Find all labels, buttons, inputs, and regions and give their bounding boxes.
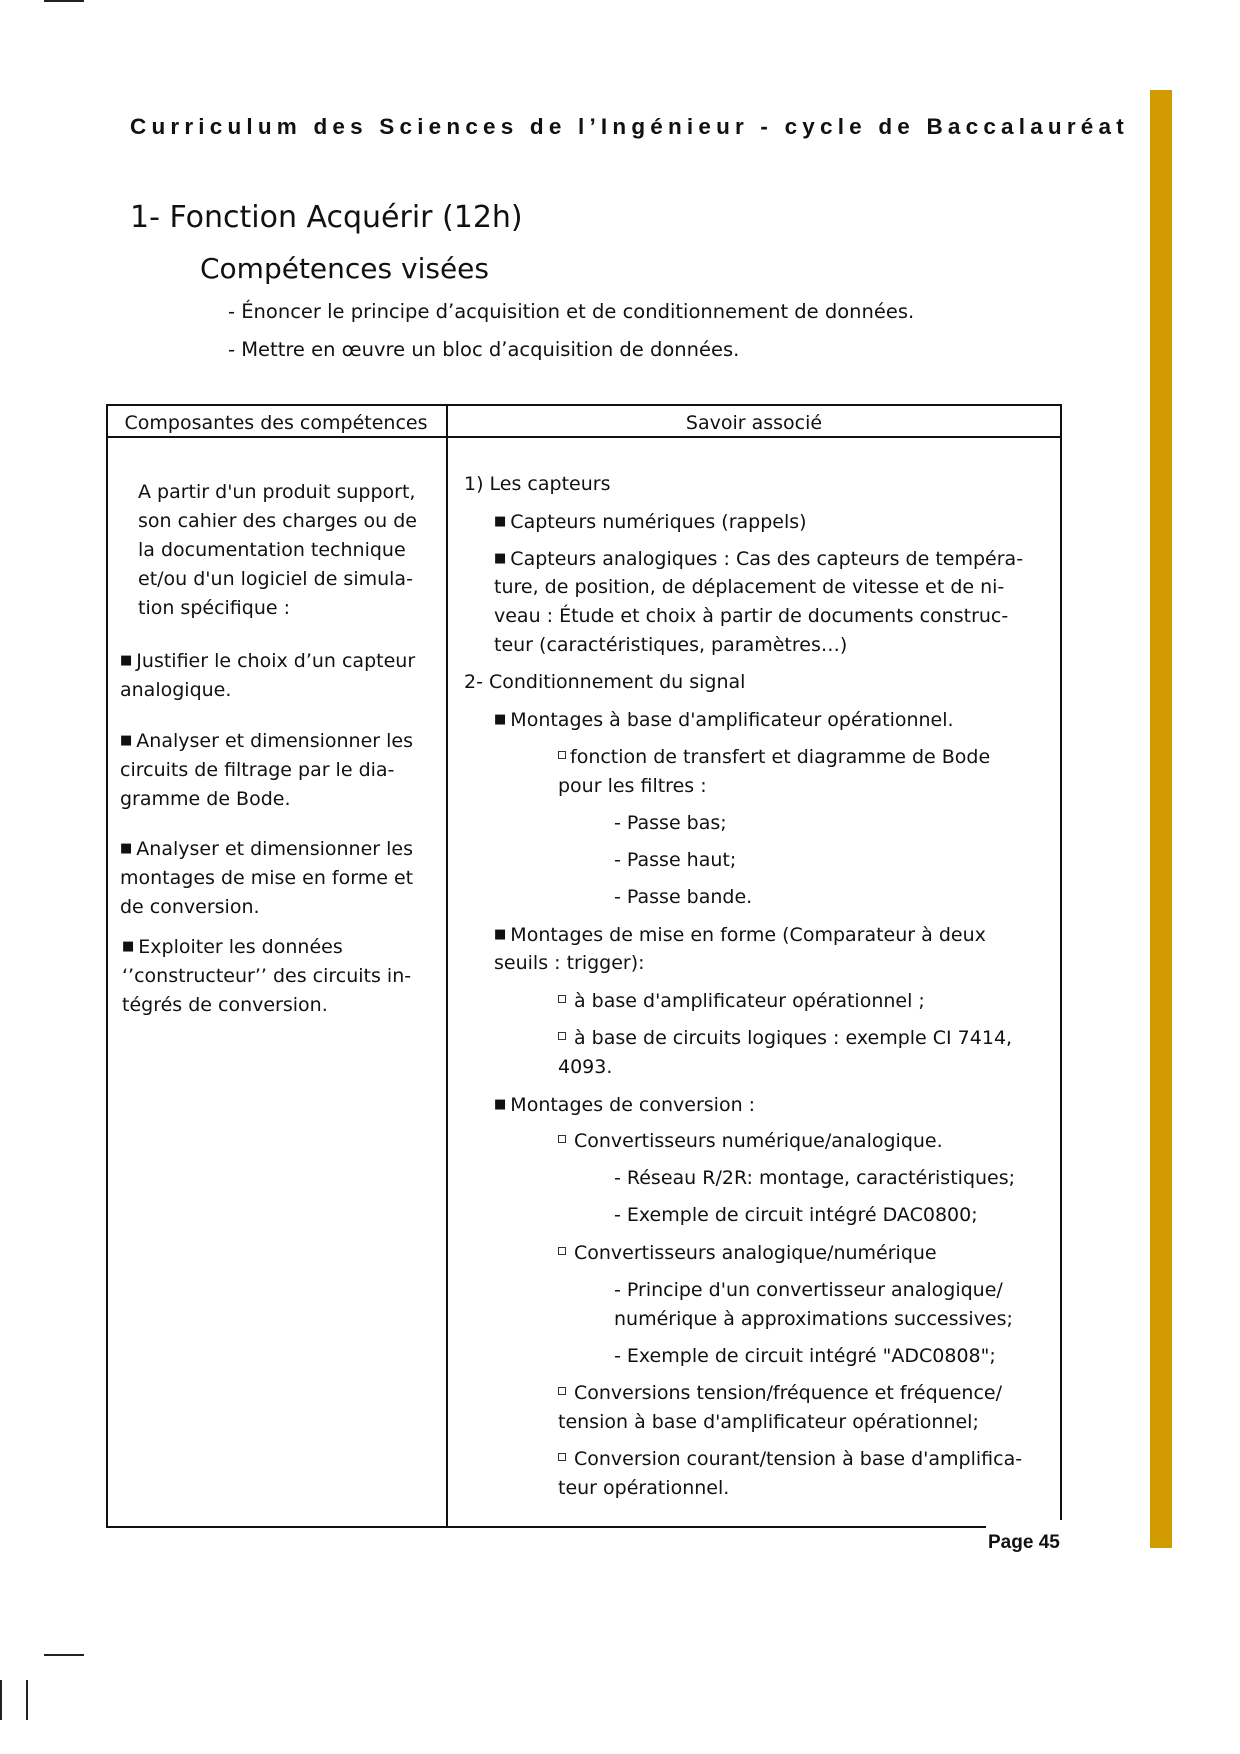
savoir-montages-aop [494,705,954,735]
item-line: ‘’constructeur’’ des circuits in- [122,965,412,987]
savoir-principe-can: - Principe d'un convertisseur analogique/ [614,1279,1003,1301]
competences-table [106,404,1062,1528]
crop-mark-top [44,0,84,2]
item-line: Exploiter les données [138,936,343,958]
item-text: Convertisseurs numérique/analogique. [574,1130,943,1152]
hollow-square-bullet-icon [558,751,566,759]
intro-line: A partir d'un produit support, [138,481,416,503]
savoir-capteurs-title: 1) Les capteurs [464,473,611,495]
table-border-top [106,404,1062,406]
square-bullet-icon: ■ [122,939,135,954]
left-item-2 [120,726,413,814]
competences-title: Compétences visées [200,252,489,285]
hollow-square-bullet-icon [558,1387,566,1395]
square-bullet-icon: ■ [494,927,507,942]
savoir-capteurs-numeriques [494,507,807,537]
crop-mark-vertical-right [26,1680,28,1720]
intro-line: son cahier des charges ou de [138,510,417,532]
savoir-conversion-courant [558,1445,1022,1474]
item-text: Conversions tension/fréquence et fréquence/ [574,1382,1002,1404]
savoir-mise-en-forme [494,920,986,950]
section-title: 1- Fonction Acquérir (12h) [130,200,523,235]
savoir-line: ture, de position, de déplacement de vitesse et de ni- [494,576,1005,598]
curriculum-header: Curriculum des Sciences de l’Ingénieur - cycle de Baccalauréat [130,114,1129,139]
square-bullet-icon: ■ [494,712,507,727]
savoir-line: veau : Étude et choix à partir de documents construc- [494,605,1009,627]
square-bullet-icon: ■ [494,1097,507,1112]
item-text: Capteurs numériques (rappels) [510,511,807,533]
left-intro [138,478,417,623]
savoir-passe-bas: - Passe bas; [614,812,727,834]
square-bullet-icon: ■ [494,514,507,529]
accent-side-bar [1150,90,1172,1548]
item-line: montages de mise en forme et [120,867,414,889]
item-text: Montages de conversion : [510,1094,756,1116]
table-border-right [1060,404,1062,1520]
square-bullet-icon: ■ [120,653,133,668]
savoir-line: numérique à approximations successives; [614,1308,1013,1330]
savoir-passe-haut: - Passe haut; [614,849,737,871]
hollow-square-bullet-icon [558,1032,566,1040]
crop-mark-bottom [44,1654,84,1656]
savoir-can [558,1239,937,1268]
square-bullet-icon: ■ [120,841,133,856]
intro-line: la documentation technique [138,539,406,561]
hollow-square-bullet-icon [558,1247,566,1255]
objective-2: - Mettre en œuvre un bloc d’acquisition de données. [228,338,740,361]
savoir-line: 4093. [558,1056,613,1078]
left-item-3 [120,834,413,922]
savoir-fonction-transfert [558,743,990,772]
left-item-4 [122,932,411,1020]
savoir-conversions-tf [558,1379,1002,1408]
header-savoir: Savoir associé [685,412,823,434]
item-line: de conversion. [120,896,260,918]
item-line: Analyser et dimensionner les [136,730,413,752]
savoir-adc0808: - Exemple de circuit intégré "ADC0808"; [614,1345,996,1367]
savoir-montages-conversion [494,1090,755,1120]
savoir-cna [558,1127,943,1156]
intro-line: tion spécifique : [138,597,291,619]
item-line: circuits de filtrage par le dia- [120,759,395,781]
savoir-conditionnement-title: 2- Conditionnement du signal [464,671,746,693]
hollow-square-bullet-icon [558,995,566,1003]
savoir-base-logique [558,1024,1012,1053]
item-line: tégrés de conversion. [122,994,328,1016]
item-text: à base d'amplificateur opérationnel ; [574,990,925,1012]
left-item-1 [120,646,415,705]
item-text: Capteurs analogiques : Cas des capteurs de tempéra- [510,548,1024,570]
item-line: Analyser et dimensionner les [136,838,413,860]
savoir-line: pour les filtres : [558,775,707,797]
savoir-passe-bande: - Passe bande. [614,886,753,908]
item-text: Montages à base d'amplificateur opérationnel. [510,709,954,731]
crop-mark-vertical-left [0,1680,2,1720]
table-border-bottom [106,1526,986,1528]
item-text: Convertisseurs analogique/numérique [574,1242,937,1264]
savoir-dac0800: - Exemple de circuit intégré DAC0800; [614,1204,978,1226]
savoir-base-aop [558,987,925,1016]
savoir-reseau-r2r: - Réseau R/2R: montage, caractéristiques; [614,1167,1016,1189]
savoir-line: teur (caractéristiques, paramètres…) [494,634,848,656]
item-text: Montages de mise en forme (Comparateur à deux [510,924,986,946]
item-line: analogique. [120,679,232,701]
intro-line: et/ou d'un logiciel de simula- [138,568,413,590]
header-composantes: Composantes des compétences [124,412,428,434]
item-text: Conversion courant/tension à base d'amplifica- [574,1448,1023,1470]
item-text: à base de circuits logiques : exemple CI 7414, [574,1027,1013,1049]
hollow-square-bullet-icon [558,1453,566,1461]
table-column-divider [446,404,448,1528]
square-bullet-icon: ■ [120,733,133,748]
item-text: fonction de transfert et diagramme de Bode [570,746,991,768]
item-line: Justifier le choix d’un capteur [136,650,416,672]
item-line: gramme de Bode. [120,788,291,810]
page-number: Page 45 [988,1532,1060,1553]
hollow-square-bullet-icon [558,1135,566,1143]
table-border-left [106,404,108,1528]
table-header-divider [106,436,1062,438]
savoir-capteurs-analogiques [494,544,1023,574]
objective-1: - Énoncer le principe d’acquisition et de conditionnement de données. [228,300,915,323]
savoir-line: teur opérationnel. [558,1477,730,1499]
square-bullet-icon: ■ [494,551,507,566]
savoir-line: seuils : trigger): [494,952,645,974]
savoir-line: tension à base d'amplificateur opérationnel; [558,1411,979,1433]
